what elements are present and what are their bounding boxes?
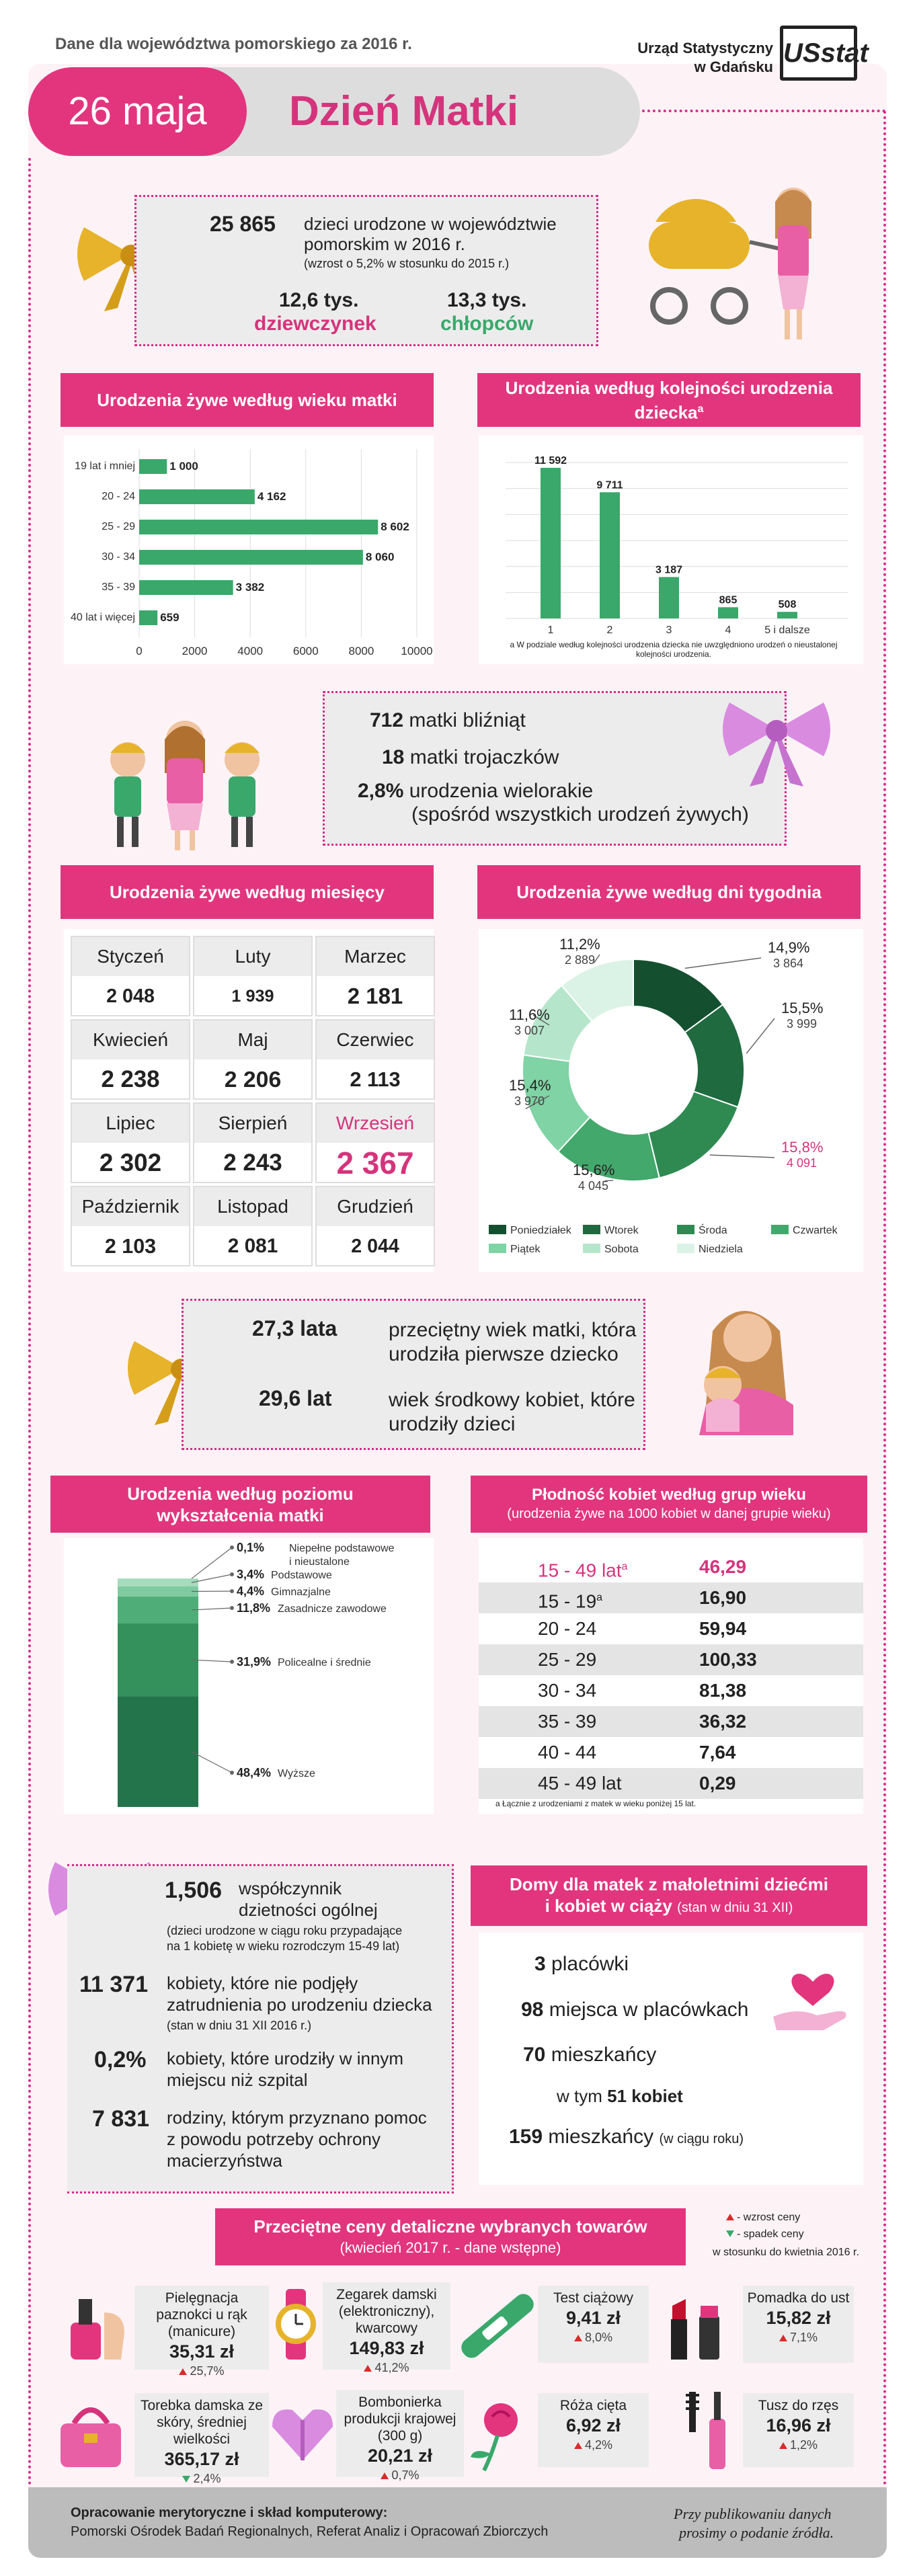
segment-percent-label: 11,8%	[237, 1601, 271, 1615]
age-bar	[139, 520, 378, 534]
slice-value-label: 4 091	[787, 1156, 818, 1170]
fertility-rate-sub2: na 1 kobietę w wieku rozrodczym 15-49 lat)	[167, 1939, 400, 1953]
first-birth-age-label2: urodziła pierwsze dziecko	[389, 1343, 619, 1365]
bar-value-label: 865	[719, 594, 738, 606]
month-name: Kwiecień	[72, 1020, 189, 1059]
bar-value-label: 1 000	[169, 460, 198, 473]
slice-value-label: 2 889	[565, 953, 596, 967]
months-title: Urodzenia żywe według miesięcy	[61, 865, 434, 919]
bar-value-label: 659	[160, 611, 180, 624]
legend-label: Piątek	[510, 1244, 541, 1255]
slice-value-label: 3 007	[514, 1024, 545, 1037]
education-panel	[64, 1538, 434, 1814]
mother-with-pram-illustration	[635, 175, 837, 350]
triangle-up-icon	[381, 2472, 389, 2479]
price-value: 9,41 zł	[565, 2308, 621, 2328]
slice-value-label: 3 999	[787, 1017, 818, 1031]
price-change: 41,2%	[325, 2360, 448, 2376]
not-employed-sub: (stan w dniu 31 XII 2016 r.)	[167, 2019, 312, 2032]
month-value: 2 048	[106, 985, 155, 1007]
slice-percent-label: 15,5%	[781, 1000, 824, 1016]
category-label: 30 - 34	[102, 551, 135, 563]
month-cell	[71, 1102, 190, 1183]
fertility-value: 100,33	[699, 1649, 757, 1670]
legend-label: Wtorek	[604, 1225, 639, 1236]
age-bar	[139, 459, 167, 474]
leader-line	[746, 1018, 774, 1053]
price-change: 2,4%	[137, 2470, 266, 2487]
month-cell	[193, 936, 313, 1016]
median-age-label1: wiek środkowy kobiet, które	[389, 1389, 635, 1411]
bar-value-label: 8 602	[381, 520, 409, 533]
price-value: 15,82 zł	[766, 2308, 831, 2328]
price-card	[538, 2393, 649, 2467]
multiples-share-row: 2,8% urodzenia wielorakie	[358, 780, 594, 802]
price-change: 1,2%	[746, 2437, 851, 2454]
footnote-marker: a	[596, 1592, 603, 1603]
price-item-name: Bombonierka produkcji krajowej (300 g)	[344, 2394, 456, 2444]
slice-value-label: 4 045	[578, 1179, 609, 1193]
donut-slice	[648, 1092, 738, 1178]
triangle-up-icon	[726, 2214, 734, 2220]
fertility-row	[479, 1552, 863, 1582]
source-note: Dane dla województwa pomorskiego za 2016 r.	[55, 35, 412, 53]
x-tick-label: 8000	[348, 645, 374, 657]
month-cell	[71, 936, 190, 1016]
mother-with-children-illustration	[87, 713, 282, 854]
prices-title: Przeciętne ceny detaliczne wybranych towarów (kwiecień 2017 r. - dane wstępne)	[215, 2208, 686, 2265]
mascara-icon	[679, 2385, 740, 2472]
fertility-panel	[479, 1538, 863, 1814]
month-cell	[193, 1186, 313, 1266]
footnote-marker: a	[621, 1561, 628, 1572]
fertility-age-label: 35 - 39	[538, 1711, 597, 1732]
price-value: 365,17 zł	[164, 2449, 239, 2469]
age-chart-title: Urodzenia żywe według wieku matki	[61, 373, 434, 427]
heart-in-hand-icon	[770, 1963, 857, 2037]
handbag-icon	[54, 2397, 128, 2470]
fertility-row	[479, 1582, 863, 1613]
price-value: 20,21 zł	[367, 2446, 433, 2466]
price-card	[743, 2286, 854, 2363]
month-value: 2 081	[227, 1235, 278, 1257]
segment-category-label: Podstawowe	[271, 1570, 332, 1581]
month-name: Styczeń	[72, 937, 189, 976]
legend-label: Środa	[699, 1225, 727, 1236]
legend-swatch	[489, 1244, 506, 1253]
legend-swatch	[677, 1225, 694, 1234]
triangle-up-icon	[574, 2335, 582, 2341]
age-chart	[64, 436, 434, 664]
age-bar	[139, 580, 233, 595]
category-label: 25 - 29	[102, 521, 135, 532]
leader-line	[192, 1547, 232, 1578]
price-item-name: Torebka damska ze skóry, średniej wielkości	[140, 2398, 264, 2447]
month-name: Grudzień	[317, 1187, 434, 1226]
month-value: 2 238	[101, 1066, 160, 1092]
legend-swatch	[583, 1244, 600, 1253]
not-employed-label1: kobiety, które nie podjęły	[167, 1973, 358, 1993]
segment-percent-label: 31,9%	[237, 1655, 272, 1668]
price-change: 0,7%	[339, 2467, 461, 2484]
footer-note-line2: prosimy o podanie źródła.	[679, 2524, 834, 2541]
non-hospital-label1: kobiety, które urodziły w innym	[167, 2048, 404, 2068]
segment-category-label: Zasadnicze zawodowe	[278, 1603, 387, 1615]
month-value: 2 206	[224, 1067, 282, 1092]
leader-line	[685, 958, 761, 968]
slice-value-label: 3 970	[514, 1094, 545, 1108]
price-value: 149,83 zł	[349, 2338, 424, 2358]
fertility-age-label: 45 - 49 lat	[538, 1773, 622, 1794]
order-chart-note: a W podziale według kolejności urodzenia dziecka nie uwzględniono urodzeń o nieustalonej kolejności urodzenia.	[510, 640, 838, 659]
dotted-border-top	[642, 110, 885, 112]
legend-swatch	[489, 1225, 506, 1234]
month-cell	[315, 1019, 435, 1100]
legend-label: Czwartek	[793, 1225, 838, 1236]
bar-value-label: 3 187	[655, 564, 683, 576]
x-tick-label: 10000	[401, 645, 433, 657]
education-segment	[118, 1597, 198, 1623]
fertility-value: 81,38	[699, 1680, 747, 1701]
triangle-up-icon	[779, 2442, 787, 2449]
triangle-down-icon	[726, 2230, 734, 2237]
wristwatch-icon	[271, 2286, 321, 2363]
weekdays-panel	[479, 929, 863, 1272]
price-card	[134, 2393, 269, 2485]
order-bar	[718, 607, 738, 618]
segment-category-label: i nieustalone	[289, 1556, 350, 1568]
legend-label: Sobota	[604, 1244, 639, 1255]
price-change: 7,1%	[746, 2329, 851, 2346]
fertility-value: 7,64	[699, 1742, 736, 1763]
segment-percent-label: 0,1%	[237, 1541, 265, 1554]
dotted-border-left	[28, 158, 31, 2487]
births-total: 25 865	[210, 212, 276, 236]
fertility-rate-label1: współczynnik	[239, 1878, 342, 1898]
month-cell	[193, 1019, 313, 1100]
legend-swatch	[677, 1244, 694, 1253]
age-bar	[139, 610, 157, 625]
price-value: 35,31 zł	[169, 2341, 235, 2362]
slice-percent-label: 14,9%	[768, 939, 810, 956]
not-employed-label2: zatrudnienia po urodzeniu dziecka	[167, 1995, 432, 2015]
order-bar	[541, 468, 561, 618]
legend-label: Niedziela	[699, 1244, 743, 1255]
leader-dot	[230, 1545, 234, 1549]
leader-dot	[230, 1660, 234, 1664]
bar-value-label: 3 382	[235, 581, 265, 594]
month-name: Luty	[194, 937, 311, 976]
fertility-age-label: 20 - 24	[538, 1618, 597, 1639]
x-tick-label: 0	[136, 645, 143, 657]
segment-percent-label: 48,4%	[237, 1766, 272, 1779]
median-age-label2: urodziły dzieci	[389, 1413, 516, 1435]
category-label: 4	[725, 625, 731, 636]
price-value: 16,96 zł	[766, 2415, 831, 2436]
category-label: 3	[666, 625, 672, 636]
month-name: Czerwiec	[317, 1020, 434, 1059]
fertility-age-label: 30 - 34	[538, 1680, 597, 1701]
fertility-value: 16,90	[699, 1587, 747, 1608]
legend-note: w stosunku do kwietnia 2016 r.	[713, 2247, 859, 2258]
month-name: Sierpień	[194, 1104, 311, 1143]
leader-line	[710, 1155, 774, 1158]
footer-credit-body: Pomorski Ośrodek Badań Regionalnych, Referat Analiz i Opracowań Zbiorczych	[71, 2524, 549, 2539]
education-segment	[118, 1578, 198, 1586]
weekdays-title: Urodzenia żywe według dni tygodnia	[477, 865, 861, 919]
month-value: 2 181	[347, 983, 403, 1008]
slice-percent-label: 15,6%	[573, 1162, 615, 1178]
x-tick-label: 6000	[292, 645, 319, 657]
price-card	[134, 2286, 269, 2378]
month-value: 2 367	[336, 1145, 414, 1180]
months-panel	[64, 929, 434, 1272]
order-chart-title: Urodzenia według kolejności urodzenia dziecka$^a$	[477, 373, 861, 427]
nail-polish-icon	[57, 2286, 131, 2363]
triplets-row: 18 matki trojaczków	[382, 746, 559, 768]
bar-value-label: 8 060	[365, 551, 395, 563]
order-bar	[777, 612, 797, 618]
fertility-age-label: 40 - 44	[538, 1742, 597, 1763]
price-change: 4,2%	[541, 2437, 646, 2454]
price-item-name: Róża cięta	[559, 2398, 627, 2413]
month-cell	[315, 1102, 435, 1183]
segment-category-label: Niepełne podstawowe	[289, 1543, 395, 1554]
price-item-name: Zegarek damski (elektroniczny), kwarcowy	[336, 2287, 437, 2336]
triangle-up-icon	[179, 2368, 187, 2375]
fertility-rate-value: 1,506	[165, 1878, 223, 1903]
price-item-name: Tusz do rzęs	[758, 2398, 839, 2413]
education-stacked-chart	[64, 1538, 434, 1814]
price-item-name: Pomadka do ust	[747, 2290, 850, 2306]
month-value: 2 302	[99, 1149, 162, 1176]
fertility-value: 0,29	[699, 1773, 736, 1794]
fertility-value: 59,94	[699, 1618, 747, 1639]
fertility-value: 46,29	[699, 1556, 747, 1577]
month-name: Wrzesień	[317, 1104, 434, 1143]
families-aid-value: 7 831	[92, 2106, 150, 2132]
leader-dot	[230, 1589, 234, 1593]
month-name: Marzec	[317, 937, 434, 976]
category-label: 1	[547, 625, 554, 636]
boys-label: chłopców	[440, 313, 534, 335]
footer-credit-title: Opracowanie merytoryczne i skład komputerowy:	[71, 2505, 388, 2520]
age-bar	[139, 489, 255, 504]
homes-residents: 70 mieszkańcy	[523, 2044, 657, 2066]
age-chart-panel	[64, 436, 434, 664]
bar-value-label: 508	[778, 599, 797, 611]
fertility-row	[479, 1613, 863, 1644]
pink-bow-icon	[716, 689, 837, 790]
non-hospital-value: 0,2%	[94, 2047, 147, 2072]
families-aid-label1: rodziny, którym przyznano pomoc	[167, 2107, 427, 2128]
price-card	[336, 2390, 464, 2482]
page-title: Dzień Matki	[289, 88, 519, 134]
bar-value-label: 9 711	[596, 479, 623, 491]
order-chart	[479, 436, 863, 644]
price-card	[743, 2393, 854, 2467]
boys-value: 13,3 tys.	[447, 289, 527, 311]
month-value: 2 243	[223, 1150, 282, 1176]
category-label: 40 lat i więcej	[70, 612, 135, 623]
month-name: Lipiec	[72, 1104, 189, 1143]
fertility-rate-label2: dzietności ogólnej	[239, 1900, 378, 1920]
triangle-up-icon	[364, 2365, 372, 2372]
education-title: Urodzenia według poziomu wykształcenia matki	[50, 1476, 430, 1533]
girls-label: dziewczynek	[254, 313, 376, 335]
segment-category-label: Wyższe	[278, 1768, 315, 1779]
leader-dot	[230, 1572, 234, 1576]
multiples-share-sub: (spośród wszystkich urodzeń żywych)	[411, 803, 749, 826]
fertility-title: Płodność kobiet według grup wieku (urodzenia żywe na 1000 kobiet w danej grupie wieku)	[471, 1476, 867, 1533]
x-tick-label: 2000	[182, 645, 208, 657]
families-aid-label2: z powodu potrzeby ochrony	[167, 2129, 381, 2149]
order-bar	[600, 492, 620, 618]
fertility-row	[479, 1644, 863, 1675]
homes-title: Domy dla matek z małoletnimi dziećmi i kobiet w ciąży (stan w dniu 31 XII)	[471, 1865, 867, 1926]
price-value: 6,92 zł	[565, 2415, 621, 2436]
homes-women: w tym 51 kobiet	[557, 2086, 683, 2106]
fertility-row	[479, 1737, 863, 1768]
not-employed-value: 11 371	[79, 1972, 149, 1997]
price-card	[323, 2282, 450, 2374]
bar-value-label: 11 592	[534, 454, 567, 467]
month-value: 2 113	[350, 1068, 401, 1091]
chocolate-box-icon	[266, 2397, 340, 2470]
fertility-age-label: 25 - 29	[538, 1649, 597, 1670]
fertility-age-label: 15 - 19$^a$	[538, 1591, 603, 1612]
rose-icon	[464, 2397, 531, 2474]
education-segment	[118, 1586, 198, 1597]
order-bar	[659, 577, 679, 618]
bar-value-label: 4 162	[257, 490, 286, 503]
footer-note-line1: Przy publikowaniu danych	[674, 2505, 832, 2522]
homes-places: 98 miejsca w placówkach	[521, 1999, 749, 2021]
homes-facilities: 3 placówki	[534, 1953, 629, 1975]
legend-swatch	[583, 1225, 600, 1234]
leader-dot	[230, 1771, 234, 1775]
month-name: Październik	[72, 1187, 189, 1226]
price-item-name: Pielęgnacja paznokci u rąk (manicure)	[156, 2290, 247, 2339]
order-chart-panel	[479, 436, 863, 664]
category-label: 20 - 24	[102, 491, 135, 502]
triangle-up-icon	[574, 2442, 582, 2449]
pregnancy-test-icon	[457, 2286, 538, 2363]
month-name: Maj	[194, 1020, 311, 1059]
twins-row: 712 matki bliźniąt	[370, 709, 526, 731]
month-value: 2 044	[351, 1236, 399, 1257]
date-pill: 26 maja	[28, 67, 247, 156]
triangle-up-icon	[779, 2335, 787, 2341]
leader-dot	[230, 1606, 234, 1610]
legend-label: Poniedziałek	[510, 1225, 571, 1236]
segment-category-label: Gimnazjalne	[271, 1586, 331, 1598]
fertility-row	[479, 1768, 863, 1799]
slice-percent-label: 15,8%	[781, 1139, 824, 1156]
legend-swatch	[771, 1225, 789, 1234]
segment-category-label: Policealne i średnie	[278, 1657, 371, 1668]
category-label: 35 - 39	[102, 581, 135, 593]
fertility-value: 36,32	[699, 1711, 747, 1732]
category-label: 19 lat i mniej	[75, 460, 135, 472]
education-segment	[118, 1623, 198, 1696]
month-cell	[71, 1019, 190, 1100]
office-name: Urząd Statystyczny w Gdańsku	[637, 40, 773, 75]
fertility-rate-sub1: (dzieci urodzone w ciągu roku przypadające	[167, 1924, 403, 1937]
month-cell	[71, 1186, 190, 1266]
slice-percent-label: 11,2%	[559, 936, 600, 953]
fertility-row	[479, 1706, 863, 1737]
month-name: Listopad	[194, 1187, 311, 1226]
month-value: 1 939	[231, 987, 274, 1006]
median-age-value: 29,6 lat	[259, 1386, 332, 1410]
price-item-name: Test ciążowy	[553, 2290, 634, 2306]
month-cell	[315, 936, 435, 1016]
month-cell	[315, 1186, 435, 1266]
first-birth-age-label1: przeciętny wiek matki, która	[389, 1319, 637, 1341]
families-aid-label3: macierzyństwa	[167, 2150, 282, 2171]
slice-percent-label: 11,6%	[509, 1006, 550, 1023]
non-hospital-label2: miejscu niż szpital	[167, 2070, 308, 2090]
age-bar	[139, 550, 363, 565]
births-desc2: pomorskim w 2016 r.	[304, 234, 465, 254]
girls-value: 12,6 tys.	[279, 289, 359, 311]
fertility-note: a Łącznie z urodzeniami z matek w wieku poniżej 15 lat.	[495, 1799, 697, 1808]
price-change: 8,0%	[541, 2329, 646, 2346]
slice-percent-label: 15,4%	[509, 1077, 551, 1094]
category-label: 5 i dalsze	[764, 625, 810, 636]
fertility-row	[479, 1675, 863, 1706]
education-segment	[118, 1696, 198, 1807]
office-logo: USstat	[780, 26, 857, 81]
births-growth: (wzrost o 5,2% w stosunku do 2015 r.)	[304, 257, 510, 270]
legend-down: - spadek ceny	[726, 2228, 804, 2241]
month-cell	[193, 1102, 313, 1183]
segment-percent-label: 4,4%	[237, 1584, 265, 1598]
weekday-donut-chart	[479, 929, 863, 1272]
slice-value-label: 3 864	[773, 957, 804, 970]
month-value: 2 103	[104, 1235, 157, 1258]
first-birth-age-value: 27,3 lata	[252, 1316, 337, 1340]
fertility-age-label: 15 - 49 lat$^a$	[538, 1560, 628, 1581]
legend-up: - wzrost ceny	[726, 2212, 800, 2224]
births-desc1: dzieci urodzone w województwie	[304, 214, 557, 234]
mother-with-baby-illustration	[672, 1291, 813, 1439]
segment-percent-label: 3,4%	[237, 1568, 265, 1581]
price-change: 25,7%	[137, 2363, 266, 2380]
dotted-border-right	[883, 111, 886, 2487]
category-label: 2	[606, 625, 613, 636]
x-tick-label: 4000	[237, 645, 264, 657]
lipstick-icon	[666, 2286, 726, 2363]
homes-year: 159 mieszkańcy (w ciągu roku)	[509, 2126, 744, 2148]
price-card	[538, 2286, 649, 2363]
triangle-down-icon	[182, 2476, 190, 2483]
